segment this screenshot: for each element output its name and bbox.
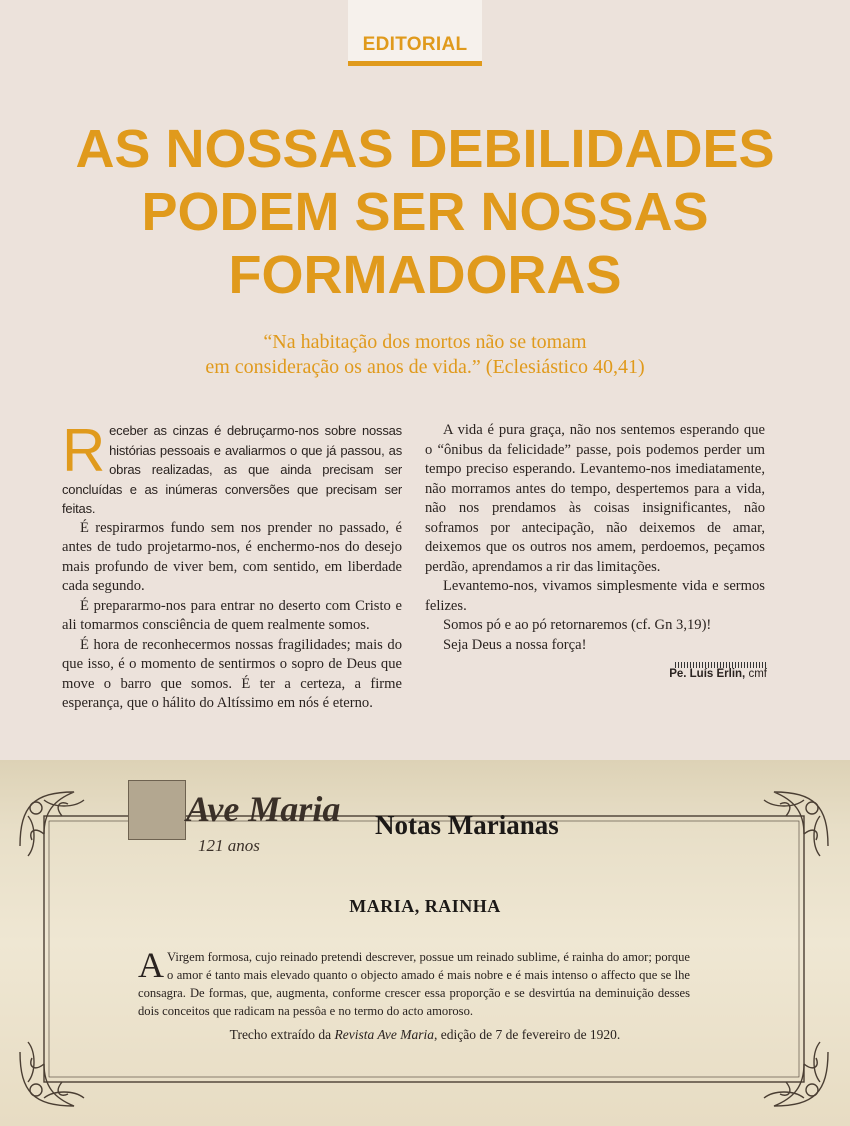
article-paragraph: É respirarmos fundo sem nos prender no passado, é antes de tudo projetarmo-nos, é enchermo-nos do desejo mais profundo de viver bem, com sentido, em liberdade cada segundo. [62,519,402,594]
article-column-left [62,417,402,714]
notas-subheading: MARIA, RAINHA [349,896,501,916]
section-tab [348,0,482,66]
notas-heading: Notas Marianas [375,810,559,840]
source-credit: Trecho extraído da Revista Ave Maria, edição de 7 de fevereiro de 1920. [229,1027,621,1042]
epigraph-quote: “Na habitação dos mortos não se tomam em consideração os anos de vida.” (Eclesiástico 40,41) [205,331,645,378]
section-label: EDITORIAL [362,34,468,55]
article-title: AS NOSSAS DEBILIDADES PODEM SER NOSSAS FORMADORAS [75,119,775,305]
article-paragraph: Receber as cinzas é debruçarmo-nos sobre nossas histórias pessoais e avaliarmos o que já passou, as obras realizadas, as que ainda precisam ser concluídas e as inúmeras conversões que precisam ser feitas. [62,417,402,516]
author-signature: Pe. Luís Erlin, cmf [669,668,767,680]
article-paragraph: É prepararmo-nos para entrar no deserto com Cristo e ali tomarmos consciência de quem realmente somos. [62,597,402,633]
drop-cap: R [62,417,106,484]
ave-maria-logo-image [128,780,186,840]
article-paragraph: A vida é pura graça, não nos sentemos esperando que o “ônibus da felicidade” passe, pois podemos perder um tempo preciso esperando. Levantemo-nos imediatamente, não morramos antes do tempo, despertemos para a vida, não nos prendamos às coisas insignificantes, não soframos por antecipação, não deixemos de amar, deixemos que os outros nos amem, perdoemos, peçamos perdão, aprendamos a rir das limitações. [425,422,765,575]
article-paragraph: É hora de reconhecermos nossas fragilidades; mais do que isso, é o momento de sentirmos o sopro de Deus que move o barro que somos. É ter a certeza, a firme esperança, que o hálito do Altíssimo em nós é eterno. [62,636,402,711]
article-paragraph: Somos pó e ao pó retornaremos (cf. Gn 3,19)! [443,617,712,633]
section-underline [348,61,482,66]
notas-drop-cap: A [138,945,164,985]
ave-maria-years: 121 anos [198,836,260,855]
ave-maria-logo-text: Ave Maria [186,789,341,829]
article-paragraph: Seja Deus a nossa força! [443,636,587,653]
article-column-right [425,421,765,655]
notas-text: A Virgem formosa, cujo reinado pretendi descrever, possue um reinado sublime, é rainha do amor; porque o amor é tanto mais elevado quanto o objecto amado é mais nobre e é mais intenso o affecto que se lhe consagra. De formas, que, augmenta, conforme crescer essa proporção e se desvirtúa na deminuição desses dois conceitos que radicam na pessôa e no termo do acto amoroso. [138,945,690,1018]
article-paragraph: Levantemo-nos, vivamos simplesmente vida e sermos felizes. [425,578,765,614]
